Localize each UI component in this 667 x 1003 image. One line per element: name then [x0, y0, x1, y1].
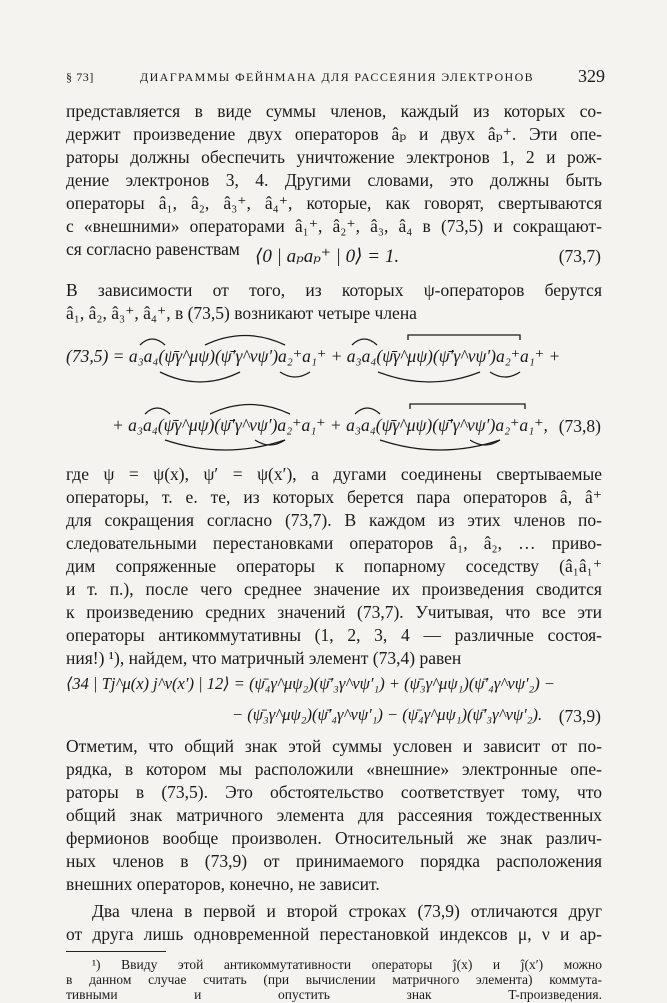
- text-line: держит произведение двух операторов âₚ и двух âₚ⁺. Эти опе-: [66, 124, 602, 144]
- page-number: 329: [578, 66, 605, 86]
- contraction-arc: [408, 335, 520, 340]
- footnote-rule: [66, 951, 166, 952]
- contraction-arc: [165, 440, 285, 450]
- equation-line-2: + a₃a₄(ψ̄γ^μψ)(ψ̄′γ^νψ′)a₂⁺a₁⁺ + a₃a₄(ψ̄γ^μψ)(ψ̄′γ^νψ′)a₂⁺a₁⁺,: [112, 415, 548, 435]
- contraction-arc: [355, 408, 380, 414]
- equation-line-1: ⟨34 | Tj^μ(x) j^ν(x′) | 12⟩ = (ψ̄₄γ^μψ₂)(ψ̄′₃γ^νψ′₁) + (ψ̄₃γ^μψ₁)(ψ̄′₄γ^νψ′₂) −: [66, 674, 556, 693]
- text-line: ся согласно равенствам: [66, 239, 240, 259]
- contraction-arc: [352, 339, 377, 345]
- contraction-arc: [378, 372, 480, 382]
- text-line: операторы антикоммутативны (1, 2, 3, 4 — различные состоя-: [66, 625, 602, 645]
- text-line: рядка, в котором мы расположили «внешние» электронные опе-: [66, 759, 602, 779]
- footnote-line: в данном случае считать (при вычислении матричного элемента) коммута-: [66, 972, 602, 987]
- text-line: ния!) ¹), найдем, что матричный элемент (73,4) равен: [66, 648, 462, 668]
- text-line: Два члена в первой и второй строках (73,9) отличаются друг: [92, 901, 602, 921]
- contraction-arc: [205, 336, 285, 346]
- text-line: фермионов вообще произволен. Относительный же знак различ-: [66, 828, 602, 848]
- contraction-arc: [410, 404, 525, 409]
- contraction-arc: [255, 440, 285, 445]
- text-line: общий знак матричного элемента для рассеяния тождественных: [66, 805, 602, 825]
- text-line: дение электронов 3, 4. Другими словами, это должны быть: [66, 170, 602, 190]
- text-line: операторы â₁, â₂, â₃⁺, â₄⁺, которые, как говорят, свертываются: [66, 193, 602, 213]
- text-line: ных членов в (73,9) от принимаемого порядка расположения: [66, 851, 602, 871]
- text-line: для сокращения согласно (73,7). В каждом из этих членов по-: [66, 510, 602, 530]
- section-number: § 73]: [66, 70, 94, 84]
- text-line: представляется в виде суммы членов, каждый из которых со-: [66, 101, 602, 121]
- text-line: операторы, т. е. те, из которых берется пара операторов â, â⁺: [66, 487, 602, 507]
- contraction-arc: [470, 440, 500, 445]
- contraction-arc: [280, 372, 310, 377]
- text-line: дим сопряженные операторы к попарному соседству (â₁â₁⁺: [66, 556, 602, 576]
- equation-number: (73,7): [558, 246, 601, 266]
- equation-formula: ⟨0 | aₚaₚ⁺ | 0⟩ = 1.: [255, 246, 400, 267]
- text-line: раторы должны обеспечить уничтожение электронов 1, 2 и рож-: [66, 147, 602, 167]
- contraction-arc: [490, 372, 520, 377]
- contraction-arc: [380, 440, 500, 450]
- text-line: следовательными перестановками операторов â₁, â₂, … приво-: [66, 533, 602, 553]
- text-line: внешних операторов, конечно, не зависит.: [66, 874, 380, 894]
- contraction-arc: [145, 408, 170, 414]
- contraction-arc: [140, 339, 165, 345]
- contraction-arc: [210, 405, 290, 415]
- text-line: к произведению средних значений (73,7). Учитывая, что все эти: [66, 602, 602, 622]
- text-line: от друга лишь одновременной перестановкой индексов μ, ν и ар-: [66, 924, 602, 944]
- equation-number: (73,8): [558, 416, 601, 436]
- text-line: и т. п.), после чего среднее значение их произведения сводится: [66, 579, 602, 599]
- running-title: ДИАГРАММЫ ФЕЙНМАНА ДЛЯ РАССЕЯНИЯ ЭЛЕКТРОНОВ: [140, 70, 535, 84]
- contraction-arc: [160, 372, 240, 382]
- footnote-line: ¹) Ввиду этой антикоммутативности операторы ĵ(x) и ĵ(x′) можно: [92, 957, 602, 972]
- text-line: раторы в (73,5). Это обстоятельство соответствует тому, что: [66, 782, 602, 802]
- text-line: В зависимости от того, из которых ψ-операторов берутся: [66, 280, 602, 300]
- equation-line-2: − (ψ̄₃γ^μψ₂)(ψ̄′₄γ^νψ′₁) − (ψ̄₄γ^μψ₁)(ψ̄′₃γ^νψ′₂).: [232, 705, 543, 724]
- footnote-line: тивными и опустить знак T-произведения.: [66, 987, 602, 1002]
- text-line: â₁, â₂, â₃⁺, â₄⁺, в (73,5) возникают четыре члена: [66, 303, 417, 323]
- equation-number: (73,9): [558, 706, 601, 726]
- text-line: Отметим, что общий знак этой суммы условен и зависит от по-: [66, 736, 602, 756]
- text-line: с «внешними» операторами â₁⁺, â₂⁺, â₃, â₄ в (73,5) и сокращают-: [66, 216, 602, 236]
- text-line: где ψ = ψ(x), ψ′ = ψ(x′), а дугами соединены свертываемые: [66, 464, 602, 484]
- equation-line-1: (73,5) = a₃a₄(ψ̄γ^μψ)(ψ̄′γ^νψ′)a₂⁺a₁⁺ + a₃a₄(ψ̄γ^μψ)(ψ̄′γ^νψ′)a₂⁺a₁⁺ +: [66, 346, 561, 366]
